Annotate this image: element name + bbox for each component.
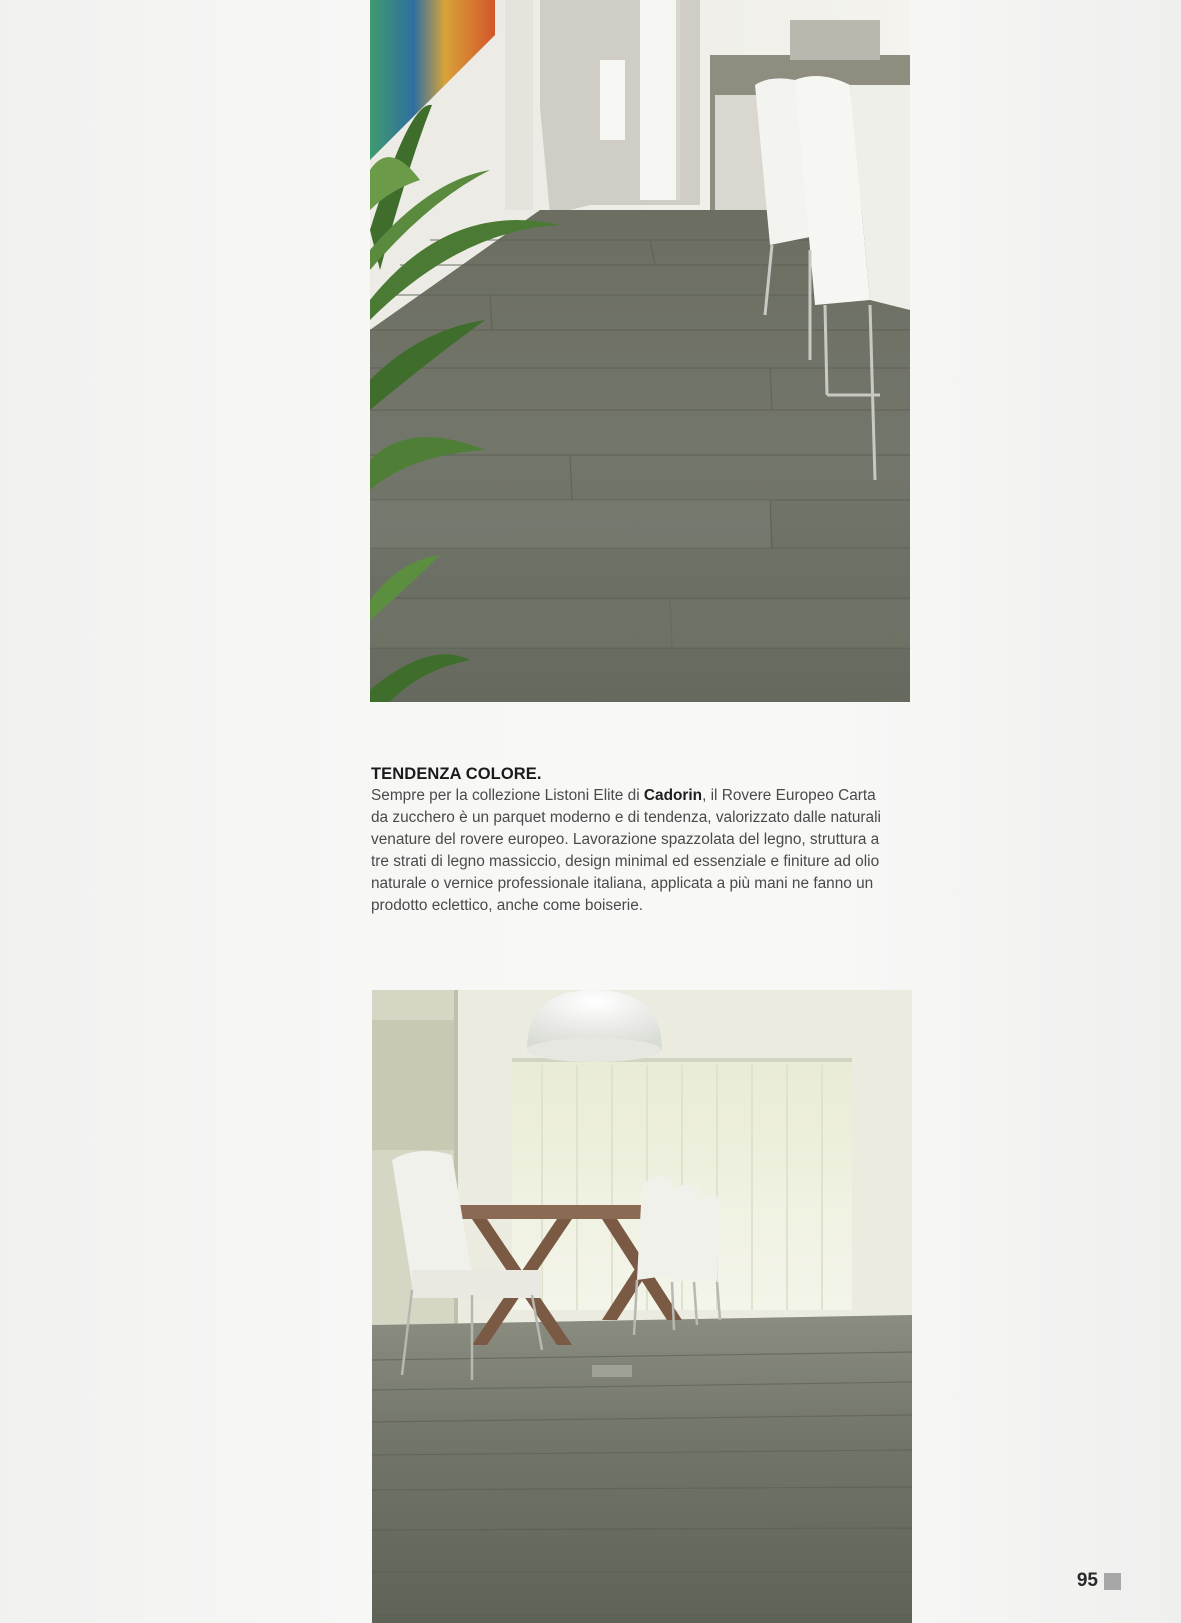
article-line: tre strati di legno massiccio, design minimal ed essenziale e finiture ad olio (371, 853, 880, 870)
page-number-text: 95 (1076, 1570, 1098, 1591)
brand-name: Cadorin (643, 787, 703, 804)
article-heading: TENDENZA COLORE. (371, 765, 542, 783)
column (640, 0, 676, 200)
article-line: da zucchero è un parquet moderno e di tendenza, valorizzato dalle naturali (371, 809, 881, 826)
article-line: venature del rovere europeo. Lavorazione spazzolata del legno, struttura a (371, 831, 880, 848)
article-line: prodotto eclettico, anche come boiserie. (371, 897, 644, 914)
wood-floor (372, 1315, 912, 1623)
article-line: Sempre per la collezione Listoni Elite di Cadorin, il Rovere Europeo Carta (371, 787, 876, 804)
photo-hallway-floor (370, 0, 910, 702)
article (371, 763, 911, 917)
folio-square-icon (1104, 1573, 1121, 1590)
page-number (1077, 1570, 1121, 1592)
photo-dining-room (372, 990, 912, 1623)
article-body (371, 785, 911, 917)
article-line: naturale o vernice professionale italiana, applicata a più mani ne fanno un (371, 875, 874, 892)
